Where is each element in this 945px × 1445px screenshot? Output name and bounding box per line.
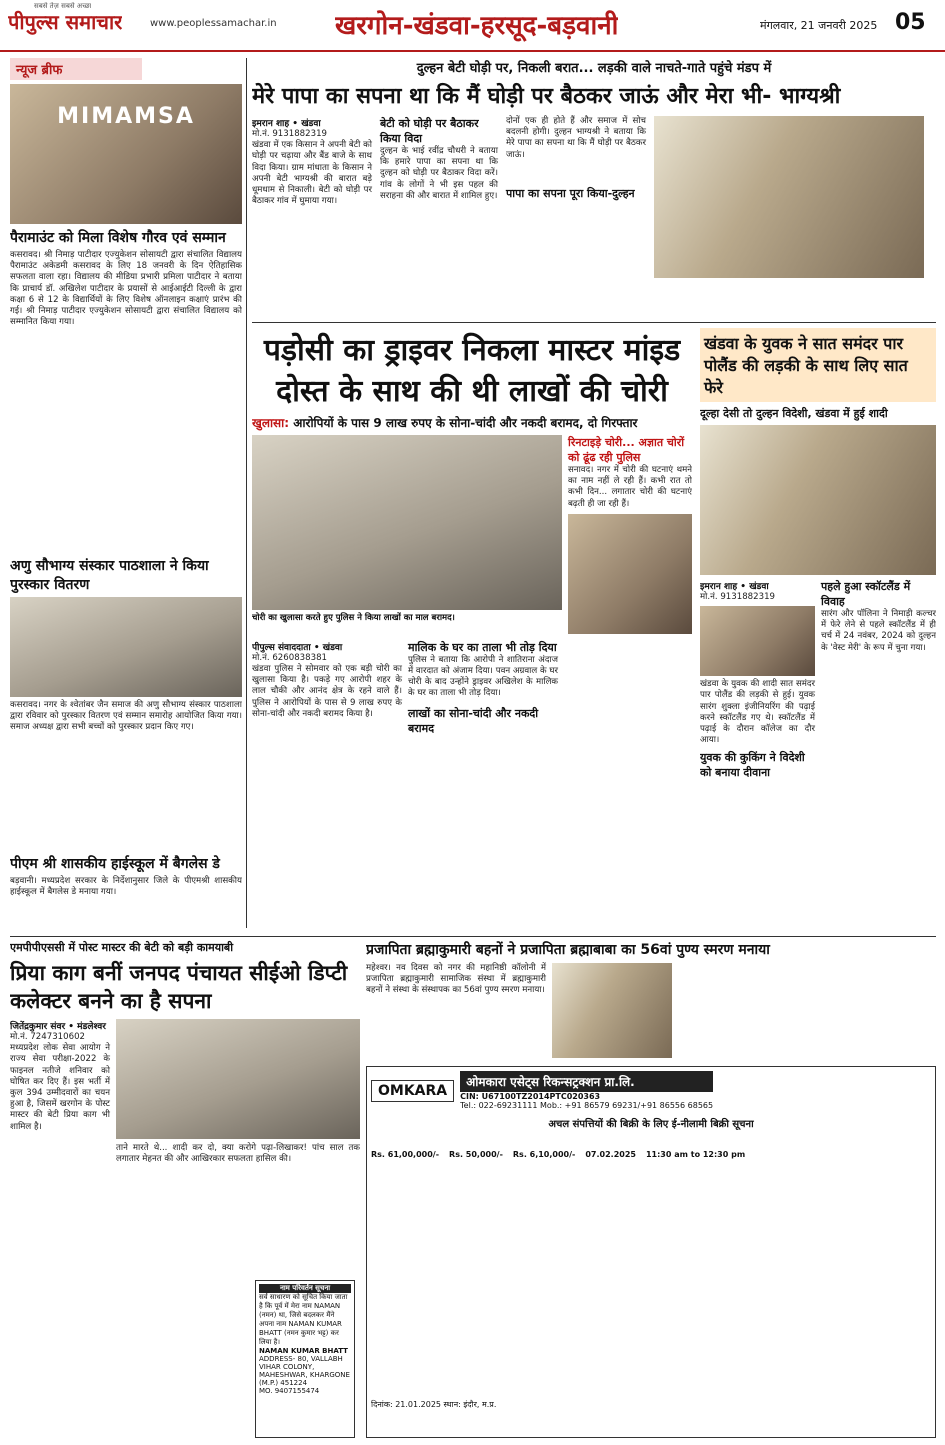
ad-emd-2: Rs. 50,000/- <box>449 1150 503 1159</box>
bottom-left-phone: मो.नं. 7247310602 <box>10 1032 86 1042</box>
right-story <box>700 328 936 928</box>
bottom-mid-headline: प्रजापिता ब्रह्माकुमारी बहनों ने प्रजापिता ब्रह्माबाबा का 56वां पुण्य स्मरण मनाया <box>366 942 770 958</box>
couple-wedding-photo <box>700 425 936 575</box>
top-story-body-1: खंडवा में एक किसान ने अपनी बेटी को घोड़ी पर चढ़ाया और बैंड बाजे के साथ विदा किया। ग्राम मांधाता के किसान ने अपनी बेटी भाग्यश्री की बारात बड़े धूमधाम से निकाली। बेटी को घोड़ी पर बैठाकर गांव में घुमाया गया। <box>252 140 372 207</box>
bottom-left-headline: प्रिया काग बनीं जनपद पंचायत सीईओ डिप्टी कलेक्टर बनने का है सपना <box>10 961 348 1013</box>
bottom-left-byline: जितेंद्रकुमार संवर • मंडलेश्वर <box>10 1022 106 1032</box>
ad-place: दिनांक: 21.01.2025 स्थान: इंदौर, म.प्र. <box>371 1400 497 1409</box>
photo-caption: चोरी का खुलासा करते हुए पुलिस ने किया लाखों का माल बरामद। <box>252 613 455 623</box>
top-story-kicker: दुल्हन बेटी घोड़ी पर, निकली बरात... लड़की वाले नाचते-गाते पहुंचे मंडप में <box>416 61 772 76</box>
brand-logo: पीपुल्स समाचार <box>8 10 123 34</box>
notice-body: सर्व साधारण को सूचित किया जाता है कि पूर्व में मेरा नाम NAMAN (नमन) था, जिसे बदलकर मैंने अपना नाम NAMAN KUMAR BHATT (नमन कुमार भट्ट) कर लिया है। <box>259 1293 348 1346</box>
right-sub-1: पहले हुआ स्कॉटलैंड में विवाह <box>821 580 911 608</box>
ad-reserve: Rs. 6,10,000/- <box>512 1150 576 1159</box>
award-photo <box>10 84 242 224</box>
right-body: खंडवा के युवक की शादी सात समंदर पार पोलैंड की लड़की से हुई। युवक सारंग शुक्ला इंजीनियरिंग की पढ़ाई करने स्कॉटलैंड गए थे। स्कॉटलैंड में पढ़ाई के दौरान कॉलेज का दौर आया। <box>700 679 815 746</box>
top-story-sub-1: बेटी को घोड़ी पर बैठाकर किया विदा <box>380 117 479 145</box>
bottom-left-body: मध्यप्रदेश लोक सेवा आयोग ने राज्य सेवा परीक्षा-2022 के फाइनल नतीजे शनिवार को घोषित कर दिए हैं। इस भर्ती में कुल 394 उम्मीदवारों का चयन हुआ है, जिसमें खरगोन के पोस्ट मास्टर की बेटी प्रिया काग भी शामिल है। <box>10 1043 110 1132</box>
main-phone: मो.नं. 6260838381 <box>252 652 328 663</box>
brief-headline-1: पैरामाउंट को मिला विशेष गौरव एवं सम्मान <box>10 230 226 246</box>
award-group-photo <box>10 597 242 697</box>
brief-body-2: कसरावद। नगर के श्वेतांबर जैन समाज की अणु सौभाग्य संस्कार पाठशाला द्वारा रविवार को पुरस्कार वितरण एवं सम्मान समारोह आयोजित किया गया। समाज अध्यक्ष द्वारा सभी बच्चों को पुरस्कार प्रदान किए गए। <box>10 700 242 733</box>
masthead-title: खरगोन-खंडवा-हरसूद-बड़वानी <box>335 11 619 41</box>
ad-emd: Rs. 61,00,000/- <box>371 1150 440 1159</box>
top-story-body-2: दुल्हन के भाई रवींद्र चौधरी ने बताया कि हमारे पापा का सपना था कि दुल्हन को घोड़ी पर बैठाकर विदा करें। गांव के लोगों ने भी इस पहल की सराहना की और बारात में शामिल हुए। <box>380 146 498 201</box>
bottom-mid-body: महेश्वर। नव दिवस को नगर की महानिष्ठी कॉलोनी में प्रजापिता ब्रह्माकुमारी सामाजिक संस्था में ब्रह्माकुमारी बहनों ने संस्था के संस्थापक का 56वां पुण्य स्मरण मनाया। <box>366 963 546 996</box>
top-story-phone: मो.नं. 9131882319 <box>252 129 328 139</box>
brief-body-3: बड़वानी। मध्यप्रदेश सरकार के निर्देशानुसार जिले के पीएमश्री शासकीय हाईस्कूल में बैगलेस डे मनाया गया। <box>10 876 242 898</box>
couple-portrait-photo <box>700 606 815 676</box>
right-headline: खंडवा के युवक ने सात समंदर पार पोलैंड की लड़की के साथ लिए सात फेरे <box>700 328 936 402</box>
side-body: सनावद। नगर में चोरी की घटनाएं थमने का नाम नहीं ले रही हैं। कभी रात तो कभी दिन... लगातार चोरी की घटनाएं बढ़ती ही जा रही हैं। <box>568 465 692 509</box>
page-number: 05 <box>895 10 926 35</box>
side-headline: रिनटाइड़े चोरी... अज्ञात चोरों को ढूंढ रही पुलिस <box>568 436 685 464</box>
right-body-2: सारंग और पॉलिना ने निमाड़ी कल्चर में फेरे लेने से पहले स्कॉटलैंड में ही चर्च में 24 नवंबर, 2024 को दुल्हन के 'वेस्ट मेरी' के रूप में चुना गया। <box>821 609 936 653</box>
ad-date: 07.02.2025 <box>585 1150 636 1159</box>
brief-body-1: कसरावद। श्री निमाड़ पाटीदार एज्युकेशन सोसायटी द्वारा संचालित विद्यालय पैरामाउंट अकेडमी कसरावद के लिए 18 जनवरी के दिन ऐतिहासिक सफलता वाला रहा। विद्यालय की मीडिया प्रभारी प्रमिला पाटीदार ने बताया कि प्राचार्य डॉ. अखिलेश पाटीदार के प्रयासों से आईआईटी दिल्ली के द्वारा कक्षा 6 से 12 के विद्यार्थियों के लिए विशेष ऑनलाइन कक्षाएं प्रारंभ की गई। श्री निमाड़ पाटीदार एज्युकेशन सोसायटी द्वारा संचालित विद्यालय को सम्मानित किया गया। <box>10 250 242 328</box>
auction-advertisement <box>366 1066 936 1438</box>
right-phone: मो.नं. 9131882319 <box>700 592 776 602</box>
right-sub-2: युवक की कुकिंग ने विदेशी को बनाया दीवाना <box>700 751 805 780</box>
main-headline-1: पड़ोसी का ड्राइवर निकला मास्टर मांइड <box>263 333 681 368</box>
main-deck: आरोपियों के पास 9 लाख रुपए के सोना-चांदी और नकदी बरामद, दो गिरफ्तार <box>293 416 638 430</box>
ad-tel: Tel.: 022-69231111 <box>460 1101 538 1110</box>
right-kicker: दूल्हा देसी तो दुल्हन विदेशी, खंडवा में हुई शादी <box>700 407 888 420</box>
top-story-byline: इमरान शाह • खंडवा <box>252 119 321 129</box>
photo-banner-text: MIMAMSA <box>57 104 195 129</box>
section-label: न्यूज ब्रीफ <box>10 58 142 80</box>
top-story <box>252 58 936 320</box>
top-story-sub-2: पापा का सपना पूरा किया-दुल्हन <box>506 187 635 200</box>
wedding-dance-photo <box>654 116 924 278</box>
bottom-left-kicker: एमपीपीएससी में पोस्ट मास्टर की बेटी को बड़ी कामयाबी <box>10 941 234 954</box>
broken-cupboard-photo <box>568 514 692 634</box>
ad-title: अचल संपत्तियों की बिक्री के लिए ई-नीलामी बिक्री सूचना <box>548 1119 754 1130</box>
ad-cin: CIN: U67100TZ2014PTC020363 <box>460 1092 601 1101</box>
notice-title: नाम परिवर्तन सूचना <box>259 1284 351 1293</box>
main-story <box>252 328 692 928</box>
brief-headline-3: पीएम श्री शासकीय हाईस्कूल में बैगलेस डे <box>10 856 220 872</box>
bottom-left-body-2: ताने मारते थे... शादी कर दो, क्या करोगे पढ़ा-लिखाकर! पांच साल तक लगातार मेहनत की और आखिरकार सफलता हासिल की। <box>116 1143 360 1165</box>
main-sub-1: मालिक के घर का ताला भी तोड़ दिया <box>408 640 557 654</box>
bottom-mid-story <box>366 940 936 1062</box>
lower-divider <box>10 936 936 937</box>
top-story-headline: मेरे पापा का सपना था कि मैं घोड़ी पर बैठकर जाऊं और मेरा भी- भाग्यश्री <box>252 84 841 109</box>
ad-mob: Mob.: +91 86579 69231/+91 86556 68565 <box>540 1101 714 1110</box>
brief-headline-2: अणु सौभाग्य संस्कार पाठशाला ने किया पुरस्कार वितरण <box>10 558 209 593</box>
recovered-goods-photo <box>252 435 562 610</box>
main-headline-2: दोस्त के साथ की थी लाखों की चोरी <box>276 374 668 409</box>
brand-tagline: सबसे तेज़ सबसे अच्छा <box>34 2 92 10</box>
main-body-1: खंडवा पुलिस ने सोमवार को एक बड़ी चोरी का खुलासा किया है। पकड़े गए आरोपी शहर के लाल चौकी और आनंद क्षेत्र के रहने वाले हैं। पुलिस ने आरोपियों के पास से 9 लाख रुपए के सोना-चांदी और नकदी बरामद किया है। <box>252 664 402 719</box>
priya-photo <box>116 1019 360 1139</box>
section-divider <box>252 322 936 323</box>
notice-name: NAMAN KUMAR BHATT <box>259 1347 348 1355</box>
site-url[interactable]: www.peoplessamachar.in <box>150 18 277 29</box>
top-story-body-3: दोनों एक ही होते हैं और समाज में सोच बदलनी होगी। दुल्हन भाग्यश्री ने बताया कि मेरे पापा का सपना था कि मैं घोड़ी पर बैठकर जाऊं। <box>506 116 646 160</box>
main-body-2: पुलिस ने बताया कि आरोपी ने शातिराना अंदाज में वारदात को अंजाम दिया। पवन अग्रवाल के घर चोरी के बाद उन्होंने ड्राइवर अखिलेश के मालिक के घर का ताला भी तोड़ दिया। <box>408 654 558 699</box>
issue-date: मंगलवार, 21 जनवरी 2025 <box>760 19 878 32</box>
main-byline: पीपुल्स संवाददाता • खंडवा <box>252 642 343 653</box>
main-sub-2: लाखों का सोना-चांदी और नकदी बरामद <box>408 706 539 735</box>
notice-mobile: MO. 9407155474 <box>259 1387 320 1395</box>
name-change-notice <box>255 1280 355 1438</box>
left-column <box>10 58 242 928</box>
right-byline: इमरान शाह • खंडवा <box>700 582 769 592</box>
ad-time: 11:30 am to 12:30 pm <box>645 1150 746 1159</box>
khulasa-label: खुलासा: <box>252 416 290 430</box>
notice-address: ADDRESS- 80, VALLABH VIHAR COLONY, MAHESHWAR, KHARGONE (M.P.) 451224 <box>259 1355 350 1387</box>
column-divider <box>246 58 247 928</box>
ad-company: ओमकारा एसेट्स रिकन्सट्रक्शन प्रा.लि. <box>460 1071 713 1092</box>
omkara-logo: OMKARA <box>371 1080 454 1102</box>
brahmakumari-photo <box>552 963 672 1058</box>
